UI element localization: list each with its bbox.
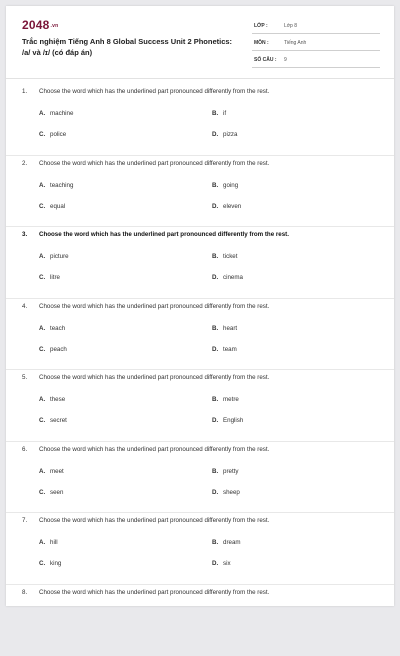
option-letter: C.	[39, 489, 50, 496]
option-c[interactable]	[39, 203, 65, 210]
option-letter: B.	[212, 253, 223, 260]
option-c[interactable]	[39, 346, 67, 353]
option-d[interactable]	[212, 274, 243, 281]
meta-value: Tiếng Anh	[284, 40, 306, 46]
question-text: Choose the word which has the underlined part pronounced differently from the rest.	[39, 88, 269, 95]
option-b[interactable]	[212, 539, 241, 546]
option-letter: D.	[212, 489, 223, 496]
question-text: Choose the word which has the underlined part pronounced differently from the rest.	[39, 589, 269, 596]
question-number: 4.	[22, 303, 39, 310]
question-number: 2.	[22, 160, 39, 167]
question-item	[6, 442, 394, 514]
option-text: picture	[50, 253, 69, 260]
option-text: teach	[50, 325, 65, 332]
option-letter: B.	[212, 468, 223, 475]
worksheet-header	[6, 6, 394, 78]
question-prompt	[22, 160, 269, 167]
logo-text: 2048	[22, 18, 50, 32]
option-letter: B.	[212, 110, 223, 117]
option-d[interactable]	[212, 560, 231, 567]
question-item	[6, 227, 394, 299]
option-text: if	[223, 110, 226, 117]
option-b[interactable]	[212, 468, 238, 475]
option-c[interactable]	[39, 417, 67, 424]
option-letter: A.	[39, 182, 50, 189]
question-number: 6.	[22, 446, 39, 453]
worksheet-page	[6, 6, 394, 606]
option-text: team	[223, 346, 237, 353]
question-number: 1.	[22, 88, 39, 95]
option-c[interactable]	[39, 274, 60, 281]
question-text: Choose the word which has the underlined part pronounced differently from the rest.	[39, 303, 269, 310]
question-number: 3.	[22, 231, 39, 238]
option-b[interactable]	[212, 396, 239, 403]
option-d[interactable]	[212, 489, 240, 496]
option-text: litre	[50, 274, 60, 281]
meta-panel	[252, 17, 380, 68]
option-letter: A.	[39, 468, 50, 475]
question-item	[6, 84, 394, 156]
meta-value: 9	[284, 57, 287, 63]
meta-row-class	[252, 17, 380, 34]
option-text: police	[50, 131, 66, 138]
question-number: 7.	[22, 517, 39, 524]
worksheet-title: Trắc nghiệm Tiếng Anh 8 Global Success Unit 2 Phonetics: /a/ và /ɪ/ (có đáp án)	[22, 37, 237, 58]
option-letter: D.	[212, 346, 223, 353]
option-text: heart	[223, 325, 237, 332]
question-prompt	[22, 231, 289, 238]
option-letter: A.	[39, 253, 50, 260]
option-letter: D.	[212, 417, 223, 424]
question-list	[6, 84, 394, 656]
option-letter: D.	[212, 203, 223, 210]
option-a[interactable]	[39, 468, 64, 475]
question-prompt	[22, 446, 269, 453]
question-text: Choose the word which has the underlined part pronounced differently from the rest.	[39, 446, 269, 453]
option-text: secret	[50, 417, 67, 424]
option-letter: C.	[39, 203, 50, 210]
question-text: Choose the word which has the underlined part pronounced differently from the rest.	[39, 517, 269, 524]
question-prompt	[22, 88, 269, 95]
option-letter: B.	[212, 539, 223, 546]
option-text: going	[223, 182, 238, 189]
option-letter: C.	[39, 560, 50, 567]
option-text: sheep	[223, 489, 240, 496]
option-b[interactable]	[212, 325, 237, 332]
option-letter: D.	[212, 131, 223, 138]
option-letter: C.	[39, 131, 50, 138]
option-c[interactable]	[39, 560, 61, 567]
option-letter: A.	[39, 325, 50, 332]
question-text: Choose the word which has the underlined part pronounced differently from the rest.	[39, 231, 289, 238]
option-c[interactable]	[39, 489, 63, 496]
option-a[interactable]	[39, 253, 69, 260]
question-text: Choose the word which has the underlined part pronounced differently from the rest.	[39, 374, 269, 381]
option-text: metre	[223, 396, 239, 403]
option-letter: D.	[212, 560, 223, 567]
option-text: eleven	[223, 203, 241, 210]
option-d[interactable]	[212, 131, 237, 138]
option-d[interactable]	[212, 203, 241, 210]
question-text: Choose the word which has the underlined part pronounced differently from the rest.	[39, 160, 269, 167]
option-text: king	[50, 560, 61, 567]
option-text: these	[50, 396, 65, 403]
meta-label: SỐ CÂU :	[254, 57, 277, 63]
option-letter: B.	[212, 182, 223, 189]
option-b[interactable]	[212, 182, 238, 189]
question-prompt	[22, 303, 269, 310]
option-a[interactable]	[39, 182, 73, 189]
option-text: English	[223, 417, 243, 424]
option-text: peach	[50, 346, 67, 353]
option-text: dream	[223, 539, 241, 546]
option-letter: C.	[39, 274, 50, 281]
option-text: seen	[50, 489, 63, 496]
logo-suffix: .vn	[51, 23, 59, 29]
site-logo[interactable]	[22, 18, 58, 32]
meta-label: LỚP :	[254, 23, 268, 29]
option-d[interactable]	[212, 346, 237, 353]
question-item	[6, 370, 394, 442]
meta-row-subject	[252, 34, 380, 51]
meta-value: Lớp 8	[284, 23, 297, 29]
option-text: equal	[50, 203, 65, 210]
option-text: meet	[50, 468, 64, 475]
option-text: ticket	[223, 253, 237, 260]
option-text: cinema	[223, 274, 243, 281]
option-a[interactable]	[39, 396, 65, 403]
option-letter: D.	[212, 274, 223, 281]
option-a[interactable]	[39, 539, 58, 546]
option-letter: A.	[39, 539, 50, 546]
option-letter: B.	[212, 325, 223, 332]
question-item	[6, 299, 394, 371]
question-prompt	[22, 374, 269, 381]
question-number: 8.	[22, 589, 39, 596]
meta-row-count	[252, 51, 380, 68]
option-letter: C.	[39, 346, 50, 353]
option-text: pretty	[223, 468, 238, 475]
option-letter: B.	[212, 396, 223, 403]
question-prompt	[22, 517, 269, 524]
question-item	[6, 585, 394, 656]
header-divider	[6, 78, 394, 79]
option-text: teaching	[50, 182, 73, 189]
option-d[interactable]	[212, 417, 243, 424]
question-item	[6, 156, 394, 228]
option-letter: A.	[39, 110, 50, 117]
option-b[interactable]	[212, 110, 226, 117]
option-letter: C.	[39, 417, 50, 424]
option-a[interactable]	[39, 325, 65, 332]
option-text: hill	[50, 539, 58, 546]
question-prompt	[22, 589, 269, 596]
option-text: machine	[50, 110, 73, 117]
option-a[interactable]	[39, 110, 73, 117]
question-number: 5.	[22, 374, 39, 381]
option-b[interactable]	[212, 253, 237, 260]
option-text: six	[223, 560, 231, 567]
option-letter: A.	[39, 396, 50, 403]
option-c[interactable]	[39, 131, 66, 138]
question-item	[6, 513, 394, 585]
option-text: pizza	[223, 131, 237, 138]
meta-label: MÔN :	[254, 40, 269, 46]
